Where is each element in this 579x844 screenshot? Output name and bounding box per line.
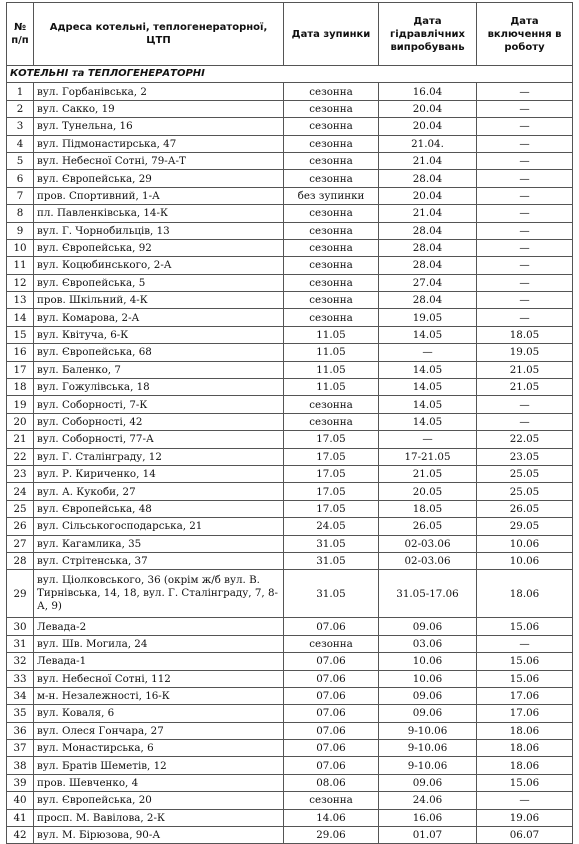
test-date-cell: 14.05 bbox=[379, 413, 477, 430]
test-date-cell: 21.04. bbox=[379, 135, 477, 152]
test-date-cell: 9-10.06 bbox=[379, 722, 477, 739]
test-date-cell: 28.04 bbox=[379, 292, 477, 309]
stop-date-cell: сезонна bbox=[284, 257, 379, 274]
address-cell: вул. Г. Сталінграду, 12 bbox=[34, 448, 284, 465]
table-row bbox=[7, 618, 573, 635]
row-number-cell: 41 bbox=[7, 809, 34, 826]
table-row bbox=[7, 83, 573, 100]
test-date-cell: 21.04 bbox=[379, 205, 477, 222]
address-cell: вул. Європейська, 68 bbox=[34, 344, 284, 361]
start-date-cell: — bbox=[477, 170, 573, 187]
start-date-cell: 10.06 bbox=[477, 535, 573, 552]
stop-date-cell: 11.05 bbox=[284, 344, 379, 361]
stop-date-cell: 07.06 bbox=[284, 722, 379, 739]
table-row bbox=[7, 326, 573, 343]
row-number-cell: 27 bbox=[7, 535, 34, 552]
start-date-cell: — bbox=[477, 205, 573, 222]
start-date-cell: 18.06 bbox=[477, 757, 573, 774]
address-cell: вул. Європейська, 5 bbox=[34, 274, 284, 291]
test-date-cell: 09.06 bbox=[379, 705, 477, 722]
address-cell: Левада-2 bbox=[34, 618, 284, 635]
row-number-cell: 28 bbox=[7, 552, 34, 569]
address-cell: вул. Квітуча, 6-К bbox=[34, 326, 284, 343]
row-number-cell: 3 bbox=[7, 118, 34, 135]
test-date-cell: 21.04 bbox=[379, 152, 477, 169]
start-date-cell: 21.05 bbox=[477, 379, 573, 396]
row-number-cell: 11 bbox=[7, 257, 34, 274]
address-cell: вул. Монастирська, 6 bbox=[34, 740, 284, 757]
row-number-cell: 33 bbox=[7, 670, 34, 687]
row-number-cell: 16 bbox=[7, 344, 34, 361]
test-date-cell: 21.05 bbox=[379, 465, 477, 482]
address-cell: вул. Г. Чорнобильців, 13 bbox=[34, 222, 284, 239]
row-number-cell: 20 bbox=[7, 413, 34, 430]
table-row bbox=[7, 740, 573, 757]
stop-date-cell: 24.05 bbox=[284, 518, 379, 535]
test-date-cell: 14.05 bbox=[379, 396, 477, 413]
test-date-cell: 01.07 bbox=[379, 827, 477, 844]
start-date-cell: — bbox=[477, 100, 573, 117]
start-date-cell: 21.05 bbox=[477, 361, 573, 378]
address-cell: вул. Європейська, 29 bbox=[34, 170, 284, 187]
start-date-cell: — bbox=[477, 135, 573, 152]
start-date-cell: 19.05 bbox=[477, 344, 573, 361]
start-date-cell: 15.06 bbox=[477, 618, 573, 635]
stop-date-cell: сезонна bbox=[284, 635, 379, 652]
table-row bbox=[7, 705, 573, 722]
test-date-cell: 27.04 bbox=[379, 274, 477, 291]
start-date-cell: 06.07 bbox=[477, 827, 573, 844]
test-date-cell: 28.04 bbox=[379, 170, 477, 187]
address-cell: вул. А. Кукоби, 27 bbox=[34, 483, 284, 500]
address-cell: вул. Ціолковського, 36 (окрім ж/б вул. В. Тирнівська, 14, 18, вул. Г. Сталінграду, 7, 8-А, 9) bbox=[34, 570, 284, 618]
address-cell: вул. Коваля, 6 bbox=[34, 705, 284, 722]
table-row bbox=[7, 187, 573, 204]
table-row bbox=[7, 465, 573, 482]
header-row bbox=[7, 3, 573, 66]
start-date-cell: — bbox=[477, 239, 573, 256]
test-date-cell: 09.06 bbox=[379, 618, 477, 635]
stop-date-cell: 07.06 bbox=[284, 705, 379, 722]
address-cell: вул. Кагамлика, 35 bbox=[34, 535, 284, 552]
start-date-cell: 29.05 bbox=[477, 518, 573, 535]
row-number-cell: 7 bbox=[7, 187, 34, 204]
stop-date-cell: без зупинки bbox=[284, 187, 379, 204]
row-number-cell: 40 bbox=[7, 792, 34, 809]
test-date-cell: 28.04 bbox=[379, 222, 477, 239]
test-date-cell: 26.05 bbox=[379, 518, 477, 535]
start-date-cell: 18.05 bbox=[477, 326, 573, 343]
row-number-cell: 35 bbox=[7, 705, 34, 722]
test-date-cell: 28.04 bbox=[379, 239, 477, 256]
row-number-cell: 34 bbox=[7, 687, 34, 704]
start-date-cell: 23.05 bbox=[477, 448, 573, 465]
stop-date-cell: 17.05 bbox=[284, 500, 379, 517]
stop-date-cell: сезонна bbox=[284, 222, 379, 239]
table-row bbox=[7, 205, 573, 222]
start-date-cell: 10.06 bbox=[477, 552, 573, 569]
row-number-cell: 31 bbox=[7, 635, 34, 652]
test-date-cell: 31.05-17.06 bbox=[379, 570, 477, 618]
start-date-cell: — bbox=[477, 413, 573, 430]
stop-date-cell: 07.06 bbox=[284, 670, 379, 687]
test-date-cell: 14.05 bbox=[379, 361, 477, 378]
table-row bbox=[7, 483, 573, 500]
stop-date-cell: 07.06 bbox=[284, 653, 379, 670]
start-date-cell: 19.06 bbox=[477, 809, 573, 826]
row-number-cell: 1 bbox=[7, 83, 34, 100]
table-row bbox=[7, 827, 573, 844]
stop-date-cell: сезонна bbox=[284, 83, 379, 100]
stop-date-cell: сезонна bbox=[284, 170, 379, 187]
address-cell: вул. Тунельна, 16 bbox=[34, 118, 284, 135]
address-cell: вул. Баленко, 7 bbox=[34, 361, 284, 378]
start-date-cell: — bbox=[477, 222, 573, 239]
address-cell: вул. Небесної Сотні, 112 bbox=[34, 670, 284, 687]
start-date-cell: 26.05 bbox=[477, 500, 573, 517]
stop-date-cell: сезонна bbox=[284, 239, 379, 256]
section-title: КОТЕЛЬНІ та ТЕПЛОГЕНЕРАТОРНІ bbox=[7, 66, 573, 83]
row-number-cell: 30 bbox=[7, 618, 34, 635]
address-cell: пров. Спортивний, 1-А bbox=[34, 187, 284, 204]
table-row bbox=[7, 100, 573, 117]
address-cell: вул. Гожулівська, 18 bbox=[34, 379, 284, 396]
row-number-cell: 14 bbox=[7, 309, 34, 326]
row-number-cell: 8 bbox=[7, 205, 34, 222]
row-number-cell: 17 bbox=[7, 361, 34, 378]
stop-date-cell: 07.06 bbox=[284, 687, 379, 704]
start-date-cell: 15.06 bbox=[477, 653, 573, 670]
table-row bbox=[7, 152, 573, 169]
row-number-cell: 37 bbox=[7, 740, 34, 757]
address-cell: вул. Сакко, 19 bbox=[34, 100, 284, 117]
stop-date-cell: 29.06 bbox=[284, 827, 379, 844]
section-row bbox=[7, 66, 573, 83]
start-date-cell: — bbox=[477, 274, 573, 291]
start-date-cell: 18.06 bbox=[477, 570, 573, 618]
table-row bbox=[7, 809, 573, 826]
row-number-cell: 38 bbox=[7, 757, 34, 774]
address-cell: пл. Павленківська, 14-К bbox=[34, 205, 284, 222]
test-date-cell: 17-21.05 bbox=[379, 448, 477, 465]
table-row bbox=[7, 535, 573, 552]
table-row bbox=[7, 722, 573, 739]
address-cell: вул. Р. Кириченко, 14 bbox=[34, 465, 284, 482]
table-row bbox=[7, 239, 573, 256]
table-row bbox=[7, 687, 573, 704]
test-date-cell: 02-03.06 bbox=[379, 552, 477, 569]
test-date-cell: 09.06 bbox=[379, 687, 477, 704]
stop-date-cell: 08.06 bbox=[284, 774, 379, 791]
test-date-cell: 16.06 bbox=[379, 809, 477, 826]
test-date-cell: 24.06 bbox=[379, 792, 477, 809]
row-number-cell: 12 bbox=[7, 274, 34, 291]
address-cell: вул. Стрітенська, 37 bbox=[34, 552, 284, 569]
stop-date-cell: 17.05 bbox=[284, 483, 379, 500]
test-date-cell: 28.04 bbox=[379, 257, 477, 274]
start-date-cell: — bbox=[477, 83, 573, 100]
address-cell: вул. Соборності, 77-А bbox=[34, 431, 284, 448]
table-row bbox=[7, 500, 573, 517]
start-date-cell: — bbox=[477, 309, 573, 326]
row-number-cell: 39 bbox=[7, 774, 34, 791]
heating-schedule-table bbox=[6, 2, 573, 844]
address-cell: вул. Європейська, 92 bbox=[34, 239, 284, 256]
stop-date-cell: сезонна bbox=[284, 413, 379, 430]
table-row bbox=[7, 413, 573, 430]
stop-date-cell: сезонна bbox=[284, 292, 379, 309]
stop-date-cell: 11.05 bbox=[284, 361, 379, 378]
row-number-cell: 5 bbox=[7, 152, 34, 169]
stop-date-cell: 11.05 bbox=[284, 379, 379, 396]
table-row bbox=[7, 635, 573, 652]
stop-date-cell: 07.06 bbox=[284, 757, 379, 774]
address-cell: просп. М. Вавілова, 2-К bbox=[34, 809, 284, 826]
start-date-cell: 15.06 bbox=[477, 670, 573, 687]
address-cell: вул. Європейська, 48 bbox=[34, 500, 284, 517]
test-date-cell: 10.06 bbox=[379, 653, 477, 670]
row-number-cell: 18 bbox=[7, 379, 34, 396]
test-date-cell: 18.05 bbox=[379, 500, 477, 517]
address-cell: вул. Шв. Могила, 24 bbox=[34, 635, 284, 652]
start-date-cell: 17.06 bbox=[477, 687, 573, 704]
test-date-cell: 10.06 bbox=[379, 670, 477, 687]
stop-date-cell: сезонна bbox=[284, 152, 379, 169]
test-date-cell: 03.06 bbox=[379, 635, 477, 652]
row-number-cell: 23 bbox=[7, 465, 34, 482]
table-row bbox=[7, 757, 573, 774]
stop-date-cell: 17.05 bbox=[284, 448, 379, 465]
stop-date-cell: сезонна bbox=[284, 205, 379, 222]
test-date-cell: — bbox=[379, 344, 477, 361]
start-date-cell: — bbox=[477, 187, 573, 204]
row-number-cell: 6 bbox=[7, 170, 34, 187]
row-number-cell: 13 bbox=[7, 292, 34, 309]
header-stop-date: Дата зупинки bbox=[284, 3, 379, 66]
address-cell: вул. Братів Шеметів, 12 bbox=[34, 757, 284, 774]
test-date-cell: — bbox=[379, 431, 477, 448]
table-body bbox=[7, 66, 573, 844]
table-row bbox=[7, 135, 573, 152]
stop-date-cell: сезонна bbox=[284, 100, 379, 117]
table-header bbox=[7, 3, 573, 66]
table-row bbox=[7, 431, 573, 448]
address-cell: пров. Шкільний, 4-К bbox=[34, 292, 284, 309]
stop-date-cell: 17.05 bbox=[284, 431, 379, 448]
stop-date-cell: 17.05 bbox=[284, 465, 379, 482]
start-date-cell: 25.05 bbox=[477, 483, 573, 500]
test-date-cell: 9-10.06 bbox=[379, 740, 477, 757]
row-number-cell: 25 bbox=[7, 500, 34, 517]
start-date-cell: 22.05 bbox=[477, 431, 573, 448]
row-number-cell: 36 bbox=[7, 722, 34, 739]
start-date-cell: 25.05 bbox=[477, 465, 573, 482]
stop-date-cell: сезонна bbox=[284, 792, 379, 809]
test-date-cell: 20.04 bbox=[379, 100, 477, 117]
table-row bbox=[7, 292, 573, 309]
row-number-cell: 9 bbox=[7, 222, 34, 239]
row-number-cell: 19 bbox=[7, 396, 34, 413]
table-row bbox=[7, 170, 573, 187]
row-number-cell: 24 bbox=[7, 483, 34, 500]
test-date-cell: 20.05 bbox=[379, 483, 477, 500]
start-date-cell: 15.06 bbox=[477, 774, 573, 791]
row-number-cell: 4 bbox=[7, 135, 34, 152]
start-date-cell: 17.06 bbox=[477, 705, 573, 722]
address-cell: Левада-1 bbox=[34, 653, 284, 670]
stop-date-cell: 07.06 bbox=[284, 740, 379, 757]
table-row bbox=[7, 670, 573, 687]
row-number-cell: 2 bbox=[7, 100, 34, 117]
test-date-cell: 16.04 bbox=[379, 83, 477, 100]
stop-date-cell: сезонна bbox=[284, 274, 379, 291]
start-date-cell: — bbox=[477, 292, 573, 309]
test-date-cell: 14.05 bbox=[379, 379, 477, 396]
start-date-cell: — bbox=[477, 792, 573, 809]
address-cell: вул. Олеся Гончара, 27 bbox=[34, 722, 284, 739]
row-number-cell: 22 bbox=[7, 448, 34, 465]
test-date-cell: 09.06 bbox=[379, 774, 477, 791]
row-number-cell: 32 bbox=[7, 653, 34, 670]
address-cell: вул. Соборності, 7-К bbox=[34, 396, 284, 413]
address-cell: вул. Сільськогосподарська, 21 bbox=[34, 518, 284, 535]
stop-date-cell: сезонна bbox=[284, 396, 379, 413]
table-row bbox=[7, 379, 573, 396]
table-row bbox=[7, 257, 573, 274]
start-date-cell: — bbox=[477, 635, 573, 652]
address-cell: вул. Соборності, 42 bbox=[34, 413, 284, 430]
test-date-cell: 9-10.06 bbox=[379, 757, 477, 774]
row-number-cell: 26 bbox=[7, 518, 34, 535]
table-row bbox=[7, 222, 573, 239]
test-date-cell: 14.05 bbox=[379, 326, 477, 343]
address-cell: вул. Комарова, 2-А bbox=[34, 309, 284, 326]
address-cell: пров. Шевченко, 4 bbox=[34, 774, 284, 791]
header-test-date: Дата гідравлічних випробувань bbox=[379, 3, 477, 66]
row-number-cell: 21 bbox=[7, 431, 34, 448]
stop-date-cell: 07.06 bbox=[284, 618, 379, 635]
start-date-cell: 18.06 bbox=[477, 722, 573, 739]
table-row bbox=[7, 309, 573, 326]
table-row bbox=[7, 552, 573, 569]
address-cell: м-н. Незалежності, 16-К bbox=[34, 687, 284, 704]
table-row bbox=[7, 344, 573, 361]
stop-date-cell: сезонна bbox=[284, 118, 379, 135]
header-start-date: Дата включення в роботу bbox=[477, 3, 573, 66]
row-number-cell: 10 bbox=[7, 239, 34, 256]
start-date-cell: — bbox=[477, 118, 573, 135]
table-row bbox=[7, 361, 573, 378]
test-date-cell: 20.04 bbox=[379, 187, 477, 204]
table-row bbox=[7, 518, 573, 535]
table-row bbox=[7, 570, 573, 618]
address-cell: вул. Коцюбинського, 2-А bbox=[34, 257, 284, 274]
stop-date-cell: сезонна bbox=[284, 309, 379, 326]
address-cell: вул. Європейська, 20 bbox=[34, 792, 284, 809]
stop-date-cell: 31.05 bbox=[284, 535, 379, 552]
header-address: Адреса котельні, теплогенераторної, ЦТП bbox=[34, 3, 284, 66]
start-date-cell: — bbox=[477, 152, 573, 169]
stop-date-cell: 11.05 bbox=[284, 326, 379, 343]
test-date-cell: 19.05 bbox=[379, 309, 477, 326]
table-row bbox=[7, 653, 573, 670]
table-row bbox=[7, 396, 573, 413]
table-row bbox=[7, 448, 573, 465]
address-cell: вул. М. Бірюзова, 90-А bbox=[34, 827, 284, 844]
start-date-cell: — bbox=[477, 257, 573, 274]
stop-date-cell: 31.05 bbox=[284, 552, 379, 569]
table-row bbox=[7, 274, 573, 291]
stop-date-cell: сезонна bbox=[284, 135, 379, 152]
start-date-cell: 18.06 bbox=[477, 740, 573, 757]
stop-date-cell: 14.06 bbox=[284, 809, 379, 826]
table-row bbox=[7, 774, 573, 791]
test-date-cell: 20.04 bbox=[379, 118, 477, 135]
test-date-cell: 02-03.06 bbox=[379, 535, 477, 552]
row-number-cell: 29 bbox=[7, 570, 34, 618]
table-row bbox=[7, 118, 573, 135]
address-cell: вул. Небесної Сотні, 79-А-Т bbox=[34, 152, 284, 169]
stop-date-cell: 31.05 bbox=[284, 570, 379, 618]
start-date-cell: — bbox=[477, 396, 573, 413]
address-cell: вул. Підмонастирська, 47 bbox=[34, 135, 284, 152]
table-row bbox=[7, 792, 573, 809]
address-cell: вул. Горбанівська, 2 bbox=[34, 83, 284, 100]
header-number: № п/п bbox=[7, 3, 34, 66]
row-number-cell: 42 bbox=[7, 827, 34, 844]
row-number-cell: 15 bbox=[7, 326, 34, 343]
